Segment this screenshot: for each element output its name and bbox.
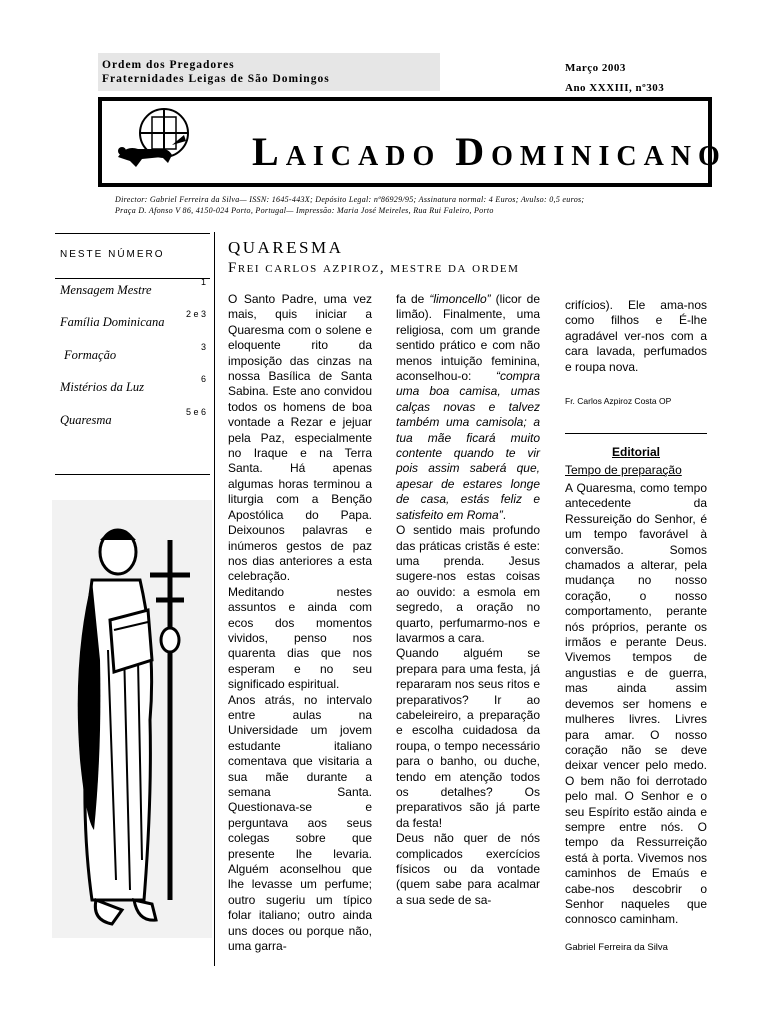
toc-item[interactable]: Formação 3 (64, 342, 206, 362)
article-title: QUARESMA (228, 238, 344, 257)
paragraph: Quando alguém se prepara para uma festa, já repararam nos seus ritos e preparativos? Ir ao cabeleireiro, a preparação e escolha cuidadosa da roupa, o tempo necessário para o banho, ou duche, tendo em atenção todos os detalhes? Os preparativos são já parte da festa! (396, 646, 540, 830)
article-column-1 (228, 292, 372, 954)
paragraph: O Santo Padre, uma vez mais, quis iniciar a Quaresma com o solene e eloquente rito da imposição das cinzas na nossa Basílica de Santa Sabina. Este ano convidou todos os homens de boa vontade a Rezar e jejuar pela Paz, especialmente no Iraque e na Terra Santa. Há apenas algumas horas terminou a liturgia com a Benção Apostólica do Papa. Deixounos palavras e inúmeros gestos de paz nos dias anteriores a esta celebração. (228, 292, 372, 584)
newspaper-title: LAICADO DOMINICANO (252, 129, 727, 174)
column-divider (214, 232, 215, 966)
paragraph: fa de “limoncello” (licor de limão). Finalmente, uma religiosa, com um grande sentido prático e com não menos intuição feminina, aconselhou-o: “compra uma boa camisa, umas calças novas e talvez também uma camisola; a tua mãe ficará muito contente quando te vir pois assim saberá que, apesar de estares longe de casa, estás feliz e satisfeito em Roma”. (396, 292, 540, 522)
issue-number: Ano XXXIII, nº303 (565, 82, 665, 94)
org-line-2: Fraternidades Leigas de São Domingos (102, 73, 330, 85)
paragraph: Anos atrás, no intervalo entre aulas na Universidade um jovem estudante italiano comentava que visitaria a sua mãe durante a semana Santa. Questionava-se e perguntava aos seus colegas sobre que presente lhe levaria. Alguém aconselhou que lhe levasse um perfume; outro sugeriu um típico folar italiano; outro ainda uns doces ou porque não, uma garra- (228, 692, 372, 954)
article-signature: Fr. Carlos Azpiroz Costa OP (565, 396, 672, 406)
toc-item[interactable]: Família Dominicana 2 e 3 (60, 309, 206, 329)
credits-line-1: Director: Gabriel Ferreira da Silva— ISSN: 1645-443X; Depósito Legal: nº86929/95; Assinatura normal: 4 Euros; Avulso: 0,5 euros; (115, 195, 585, 204)
credits-line-2: Praça D. Afonso V 86, 4150-024 Porto, Portugal— Impressão: Maria José Meireles, Rua Rui Faleiro, Porto (115, 206, 494, 215)
dominican-friar-illustration (52, 500, 212, 938)
paragraph: O sentido mais profundo das práticas cristãs é este: uma prenda. Jesus sugere-nos estas coisas ao ouvido: a esmola em segredo, a oração no quarto, perfumarmo-nos e lavarmos a cara. (396, 523, 540, 645)
paragraph: Deus não quer de nós complicados exercícios físicos ou da vontade (quem sabe para acalmar a sua sede de sa- (396, 831, 540, 907)
toc-title: NESTE NÚMERO (60, 249, 165, 260)
org-line-1: Ordem dos Pregadores (102, 59, 235, 71)
issue-date: Março 2003 (565, 62, 626, 74)
organization-box (98, 53, 440, 91)
editorial-body (565, 481, 707, 928)
toc-top-rule (55, 233, 210, 234)
section-separator (565, 433, 707, 434)
article-heading (228, 238, 519, 278)
paragraph: A Quaresma, como tempo antecedente da Ressureição do Senhor, é um tempo favorável à conversão. Somos chamados a alterar, pela mudança no nosso coração, o nosso comportamento, perante nós próprios, perante os irmãos e perante Deus. Vivemos tempos de angustias e de guerra, mas ainda assim devemos ser homens e mulheres livres. Livres para amar. O nosso coração não se deve deixar vencer pelo medo. O bem não foi derrotado pelo mal. O Senhor e o seu Espírito estão ainda e sempre entre nós. O tempo da Ressurreição está à porta. Vivemos nos caminhos de Emaús e cabe-nos descobrir o Senhor naqueles que connosco caminham. (565, 481, 707, 927)
toc-item[interactable]: Mistérios da Luz 6 (60, 374, 206, 394)
editorial-title: Editorial (611, 445, 660, 459)
dog-torch-logo-icon (112, 105, 202, 175)
toc-title-rule (55, 278, 210, 279)
toc-item[interactable]: Quaresma 5 e 6 (60, 407, 206, 427)
paragraph: crifícios). Ele ama-nos como filhos e É-lhe agradável ver-nos com a cara lavada, perfumados e roupa nova. (565, 298, 707, 374)
editorial-subtitle: Tempo de preparação (565, 463, 682, 477)
editorial-signature: Gabriel Ferreira da Silva (565, 942, 668, 953)
credits (115, 194, 695, 216)
toc-item[interactable]: Mensagem Mestre 1 (60, 277, 206, 297)
article-subtitle: Frei carlos azpiroz, mestre da ordem (228, 260, 520, 276)
article-column-2 (396, 292, 540, 908)
issue-info (565, 58, 664, 98)
toc-bottom-rule (55, 474, 210, 475)
paragraph: Meditando nestes assuntos e ainda com ecos dos momentos vividos, penso nos quarenta dias que nos esperam e no seu significado espiritual. (228, 584, 372, 692)
article-column-3 (565, 298, 707, 375)
